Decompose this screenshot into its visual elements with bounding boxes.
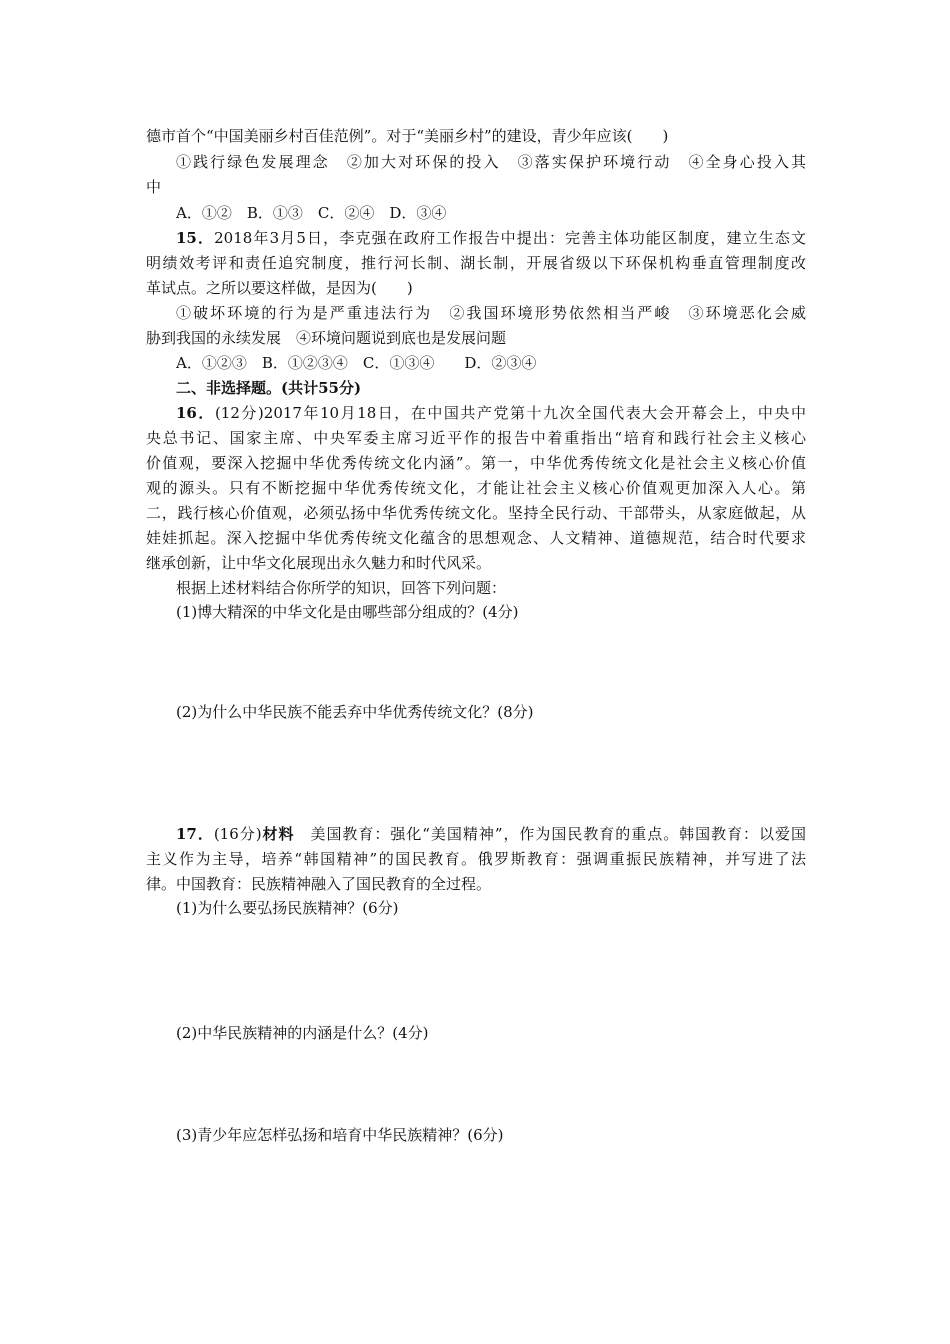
q17-subquestion-1: (1)为什么要弘扬民族精神？(6分) <box>176 899 399 917</box>
q15-choices: A．①②③ B．①②③④ C．①③④ D．②③④ <box>176 354 537 372</box>
q17-number: 17 <box>176 825 197 843</box>
q14-options-line: 中 <box>146 178 162 196</box>
q16-subquestion-2: (2)为什么中华民族不能丢弃中华优秀传统文化？(8分) <box>176 703 534 721</box>
q17-material-line: 17．(16分)材料 美国教育：强化“美国精神”，作为国民教育的重点。韩国教育：以爱国 <box>176 825 806 843</box>
q16-material-line: 央总书记、国家主席、中央军委主席习近平作的报告中着重指出“培育和践行社会主义核心 <box>146 429 806 447</box>
section-title: 二、非选择题。(共计55分) <box>176 379 362 397</box>
q15-options-line: ①破坏环境的行为是严重违法行为 ②我国环境形势依然相当严峻 ③环境恶化会威 <box>176 304 806 322</box>
q17-material-line: 律。中国教育：民族精神融入了国民教育的全过程。 <box>146 875 492 893</box>
q17-subquestion-3: (3)青少年应怎样弘扬和培育中华民族精神？(6分) <box>176 1126 504 1144</box>
q14-choices: A．①② B．①③ C．②④ D．③④ <box>176 204 447 222</box>
q16-material-line: 观的源头。只有不断挖掘中华优秀传统文化，才能让社会主义核心价值观更加深入人心。第 <box>146 479 806 497</box>
q16-prompt: 根据上述材料结合你所学的知识，回答下列问题： <box>176 579 507 597</box>
q15-stem-line: 15．2018年3月5日，李克强在政府工作报告中提出：完善主体功能区制度，建立生态文 <box>176 229 806 247</box>
q16-subquestion-1: (1)博大精深的中华文化是由哪些部分组成的？(4分) <box>176 603 519 621</box>
q16-material-line: 继承创新，让中华文化展现出永久魅力和时代风采。 <box>146 554 492 572</box>
q16-material-line: 娃娃抓起。深入挖掘中华优秀传统文化蕴含的思想观念、人文精神、道德规范，结合时代要求 <box>146 529 806 547</box>
q15-stem-text: 2018年3月5日，李克强在政府工作报告中提出：完善主体功能区制度，建立生态文 <box>214 229 806 247</box>
q15-stem-line: 革试点。之所以要这样做，是因为( ) <box>146 279 413 297</box>
q15-number: 15 <box>176 229 197 247</box>
q16-material-line: 价值观，要深入挖掘中华优秀传统文化内涵”。第一，中华优秀传统文化是社会主义核心价值 <box>146 454 806 472</box>
q16-material-line: 16．(12分)2017年10月18日，在中国共产党第十九次全国代表大会开幕会上，中央中 <box>176 404 806 422</box>
q17-material-line: 主义作为主导，培养“韩国精神”的国民教育。俄罗斯教育：强调重振民族精神，并写进了法 <box>146 850 806 868</box>
q15-stem-line: 明绩效考评和责任追究制度，推行河长制、湖长制，开展省级以下环保机构垂直管理制度改 <box>146 254 806 272</box>
q16-number: 16 <box>176 404 197 422</box>
q15-options-line: 胁到我国的永续发展 ④环境问题说到底也是发展问题 <box>146 329 507 347</box>
q14-options-line: ①践行绿色发展理念 ②加大对环保的投入 ③落实保护环境行动 ④全身心投入其 <box>176 153 806 171</box>
q17-material-label: 材料 <box>261 825 295 843</box>
q17-subquestion-2: (2)中华民族精神的内涵是什么？(4分) <box>176 1024 429 1042</box>
q16-material-line: 二，践行核心价值观，必须弘扬中华优秀传统文化。坚持全民行动、干部带头，从家庭做起，从 <box>146 504 806 522</box>
q14-stem-line: 德市首个“中国美丽乡村百佳范例”。对于“美丽乡村”的建设，青少年应该( ) <box>146 127 669 145</box>
